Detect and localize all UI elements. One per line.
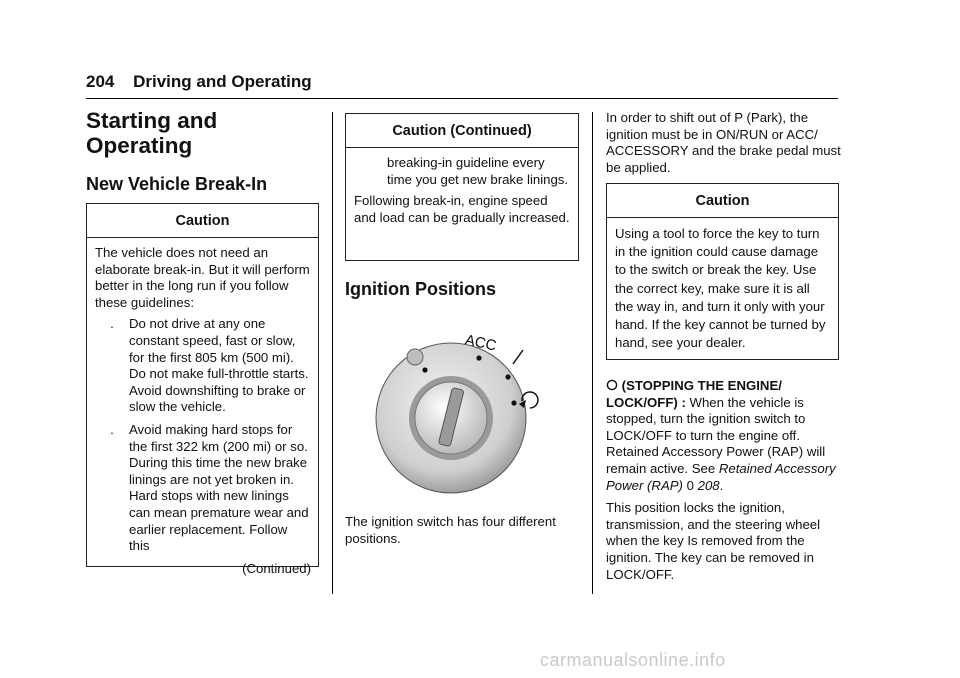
- rap-page-ref[interactable]: 208: [697, 477, 720, 493]
- caution-box-key: [606, 183, 839, 360]
- lock-off-label: (STOPPING THE ENGINE/ LOCK/OFF) :: [606, 378, 782, 410]
- section-heading-ignition: Ignition Positions: [345, 279, 496, 299]
- section-title: Driving and Operating: [133, 72, 312, 91]
- lock-off-text: When the vehicle is stopped, turn the ignition switch to LOCK/OFF to turn the engine off. Retained Accessory Power (RAP) will remain active. See: [606, 394, 826, 476]
- caution-box-break-in: [86, 203, 319, 576]
- lock-off-circle-icon: [606, 379, 618, 391]
- page-header: [86, 72, 312, 92]
- acc-label: ACC: [463, 331, 498, 355]
- header-divider: [86, 98, 838, 99]
- list-item: [95, 316, 311, 416]
- continued-label: (Continued): [242, 560, 311, 576]
- caution-intro: The vehicle does not need an elaborate break-in. But it will perform better in the long run if you follow these guidelines:: [95, 245, 310, 310]
- watermark: carmanualsonline.info: [540, 650, 726, 670]
- caution-continued-text: breaking-in guideline every time you get new brake linings.: [387, 155, 569, 187]
- lock-position-paragraph: This position locks the ignition, transmission, and the steering wheel when the key Is removed from the ignition. The key can be removed in LOCK/OFF.: [606, 500, 821, 582]
- bullet-text: Do not drive at any one constant speed, fast or slow, for the first 805 km (500 mi). Do not make full-throttle starts. Avoid downshifting to brake or slow the vehicle.: [129, 316, 309, 415]
- caution-paragraph: Following break-in, engine speed and load can be gradually increased.: [354, 193, 570, 225]
- caution-title: Caution: [87, 204, 318, 238]
- rap-reference-link[interactable]: Retained Accessory Power (RAP): [606, 460, 836, 493]
- lock-off-section: [606, 378, 842, 589]
- bullet-symbol: .: [110, 316, 114, 332]
- column-divider-2: [592, 112, 593, 594]
- column-divider-1: [332, 112, 333, 594]
- list-item: [95, 422, 311, 555]
- bullet-symbol: .: [110, 421, 114, 437]
- caution-key-text: Using a tool to force the key to turn in the ignition could cause damage to the switch or break the key. Use the correct key, make sure it is all the way in, and turn it only with your hand. If the key cannot be turned by hand, see your dealer.: [615, 226, 826, 351]
- park-shift-paragraph: In order to shift out of P (Park), the ignition must be in ON/RUN or ACC/ ACCESSORY and the brake pedal must be applied.: [606, 110, 841, 175]
- sentence-end: .: [719, 477, 724, 493]
- page-number: 204: [86, 72, 115, 91]
- caution-box-continued: [345, 113, 579, 261]
- section-heading-break-in: New Vehicle Break-In: [86, 174, 268, 194]
- ignition-switch-illustration: [368, 322, 558, 502]
- ignition-caption: The ignition switch has four different positions.: [345, 514, 556, 546]
- bullet-text: Avoid making hard stops for the first 322 km (200 mi) or so. During this time the new brake linings are not yet broken in. Hard stops with new linings can mean premature wear and earlier replacement. Follow this: [129, 421, 309, 554]
- chapter-title: Starting and Operating: [86, 108, 218, 158]
- caution-title: Caution: [607, 184, 838, 218]
- caution-title: Caution (Continued): [346, 114, 578, 148]
- page-ref-icon: 0: [686, 477, 694, 493]
